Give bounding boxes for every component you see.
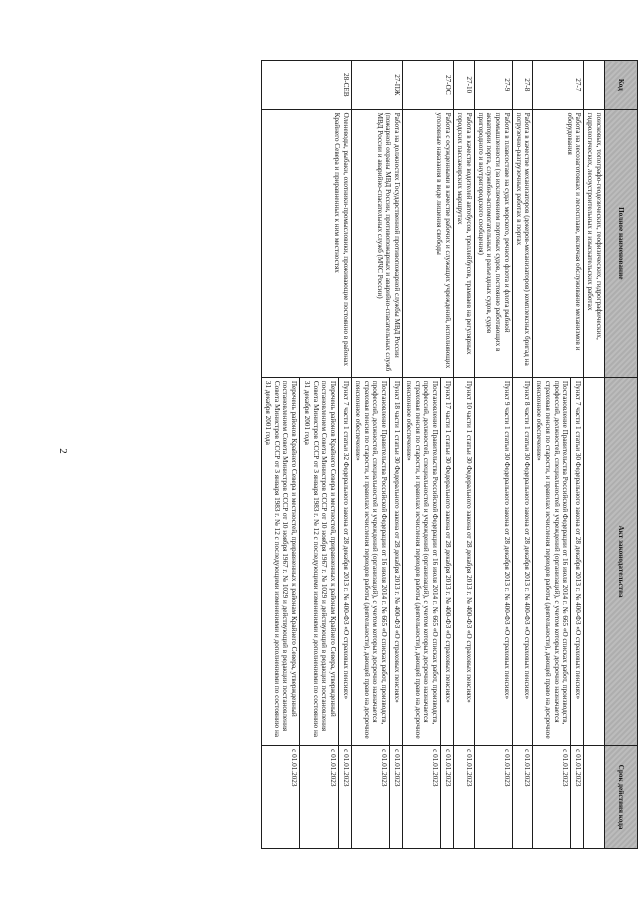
act-item: Пункт 7 части 1 статьи 30 Федерального закона от 28 декабря 2013 г. № 400-ФЗ «О страховых пенсиях» [570, 378, 583, 745]
codes-table [261, 60, 638, 849]
row-code: 27-9 [474, 61, 512, 110]
act-item: Перечень районов Крайнего Севера и местностей, приравненных к районам Крайнего Севера, утвержденный постановлением Совета Министров СССР от 10 ноября 1967 г. № 1029 и действующий в редакции постановления Совета Министров СССР от 3 января 1983 г. № 12 с последующими изменениями и дополнениями по состоянию на 31 декабря 2001 года [263, 380, 299, 737]
row-code: 27-8 [512, 61, 533, 110]
table-row [533, 61, 584, 849]
rotated-table-wrapper [97, 60, 638, 849]
table-row [454, 61, 475, 849]
row-dates [454, 746, 475, 849]
table-header-row [605, 61, 638, 849]
date-item: с 01.01.2023 [431, 749, 440, 787]
row-code: 27-7 [533, 61, 584, 110]
date-item: с 01.01.2023 [299, 746, 338, 848]
row-dates [474, 746, 512, 849]
row-dates [352, 746, 403, 849]
act-item: Постановление Правительства Российской Федерации от 16 июля 2014 г. № 665 «О списках работ, производств, профессий, должностей, специальностей и учреждений (организаций), с учетом которых досрочно назначается страховая пенсия по старости, и правилах исчисления периодов работы (деятельности), дающей право на досрочное пенсионное обеспечение» [353, 380, 389, 739]
row-acts [512, 377, 533, 745]
date-item: с 01.01.2023 [290, 749, 299, 787]
row-dates [584, 746, 605, 849]
table-row [512, 61, 533, 849]
header-code: Код [605, 61, 638, 110]
table-body [262, 61, 605, 849]
row-name: Работа в качестве механизаторов (докеров-механизаторов) комплексных бригад на погрузочно-разгрузочных работах в портах [512, 109, 533, 377]
row-acts [474, 377, 512, 745]
table-row [584, 61, 605, 849]
date-item: с 01.01.2023 [440, 746, 453, 848]
row-name: Работа в качестве водителей автобусов, троллейбусов, трамваев на регулярных городских пассажирских маршрутах [454, 109, 475, 377]
row-code: 28-СЕВ [262, 61, 352, 110]
row-acts [262, 377, 352, 745]
row-dates [533, 746, 584, 849]
row-acts [584, 377, 605, 745]
row-dates [262, 746, 352, 849]
row-dates [512, 746, 533, 849]
row-name: Работа с осужденными в качестве рабочих и служащих учреждений, исполняющих уголовные наказания в виде лишения свободы [403, 109, 454, 377]
table-row [352, 61, 403, 849]
page-number: 2 [56, 448, 69, 454]
date-item: с 01.01.2023 [338, 746, 351, 848]
act-item: Пункт 17 части 1 статьи 30 Федерального закона от 28 декабря 2013 г. № 400-ФЗ «О страховых пенсиях» [440, 378, 453, 745]
row-acts [403, 377, 454, 745]
date-item: с 01.01.2023 [380, 749, 389, 787]
row-name: Оленеводы, рыбаки, охотники-промысловики, проживающие постоянно в районах Крайнего Севера и приравненных к ним местностях [262, 109, 352, 377]
date-item: с 01.01.2023 [561, 749, 570, 787]
date-item: с 01.01.2023 [502, 749, 511, 787]
row-dates [403, 746, 454, 849]
act-item: Пункт 10 части 1 статьи 30 Федерального закона от 28 декабря 2013 г. № 400-ФЗ «О страховых пенсиях» [464, 380, 473, 703]
table-row [474, 61, 512, 849]
date-item: с 01.01.2023 [464, 749, 473, 787]
row-acts [454, 377, 475, 745]
act-item: Пункт 9 части 1 статьи 30 Федерального закона от 28 декабря 2013 г. № 400-ФЗ «О страховых пенсиях» [502, 380, 511, 700]
act-item: Перечень районов Крайнего Севера и местностей, приравненных к районам Крайнего Севера, утвержденный постановлением Совета Министров СССР от 10 ноября 1967 г. № 1029 и действующий в редакции постановления Совета Министров СССР от 3 января 1983 г. № 12 с последующими изменениями и дополнениями по состоянию на 31 декабря 2001 года [299, 378, 338, 745]
row-code: 27-10 [454, 61, 475, 110]
row-code [584, 61, 605, 110]
table-row [403, 61, 454, 849]
row-name: Работа на лесозаготовках и лесосплаве, включая обслуживание механизмов и оборудования [533, 109, 584, 377]
act-item: Пункт 18 части 1 статьи 30 Федерального закона от 28 декабря 2013 г. № 400-ФЗ «О страховых пенсиях» [389, 378, 402, 745]
row-name: поисковых, топографо-геодезических, геофизических, гидрографических, гидрологических, лесоустроительных и изыскательских работах [584, 109, 605, 377]
header-act: Акт законодательства [605, 377, 638, 745]
header-date: Срок действия кода [605, 746, 638, 849]
date-item: с 01.01.2023 [523, 749, 532, 787]
act-item: Пункт 8 части 1 статьи 30 Федерального закона от 28 декабря 2013 г. № 400-ФЗ «О страховых пенсиях» [523, 380, 532, 700]
row-acts [533, 377, 584, 745]
table-row [262, 61, 352, 849]
act-item: Постановление Правительства Российской Федерации от 16 июля 2014 г. № 665 «О списках работ, производств, профессий, должностей, специальностей и учреждений (организаций), с учетом которых досрочно назначается страховая пенсия по старости, и правилах исчисления периодов работы (деятельности), дающей право на досрочное пенсионное обеспечение» [535, 380, 570, 739]
row-name: Работа в плавсоставе на судах морского, речного флота и флота рыбной промышленности (за исключением портовых судов, постоянно работающих в акватории порта, служебно-вспомогательных и разъездных судов, судов пригородного и внутригородского сообщения) [474, 109, 512, 377]
date-item: с 01.01.2023 [570, 746, 583, 848]
date-item: с 01.01.2023 [389, 746, 402, 848]
row-code: 27-ОС [403, 61, 454, 110]
row-code: 27-ПЖ [352, 61, 403, 110]
row-acts [352, 377, 403, 745]
row-name: Работа на должностях Государственной противопожарной службы МВД России (пожарной охраны МВД России, противопожарных и аварийно-спасательных служб МВД России и аварийно-спасательных служб (МЧС России) [352, 109, 403, 377]
act-item: Постановление Правительства Российской Федерации от 16 июля 2014 г. № 665 «О списках работ, производств, профессий, должностей, специальностей и учреждений (организаций), с учетом которых досрочно назначается страховая пенсия по старости, и правилах исчисления периодов работы (деятельности), дающей право на досрочное пенсионное обеспечение» [404, 380, 440, 739]
act-item: Пункт 7 части 1 статьи 32 Федерального закона от 28 декабря 2013 г. № 400-ФЗ «О страховых пенсиях» [338, 378, 351, 745]
header-name: Полное наименование [605, 109, 638, 377]
